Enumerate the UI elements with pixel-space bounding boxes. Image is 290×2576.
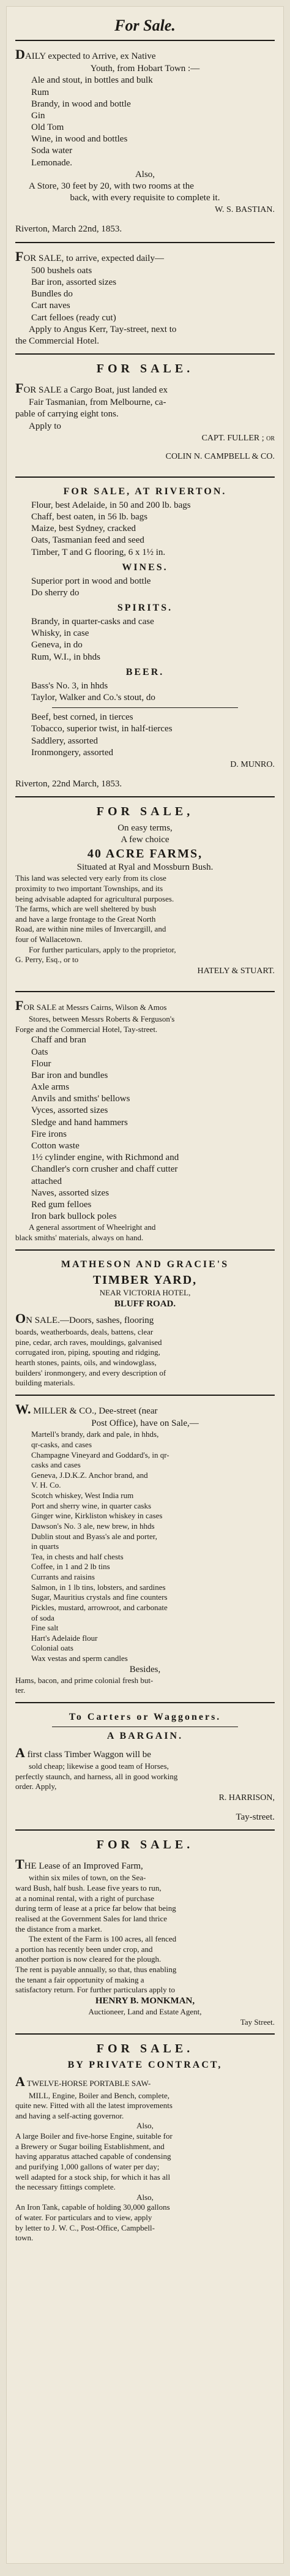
ad-line: boards, weatherboards, deals, battens, clear bbox=[15, 1327, 154, 1337]
goods-list bbox=[15, 576, 275, 599]
ad-line: building materials. bbox=[15, 1378, 75, 1388]
list-item: Cotton waste bbox=[31, 1141, 80, 1151]
ad-line: A first class Timber Waggon will be bbox=[15, 1745, 151, 1761]
ad-heading: FOR SALE, AT RIVERTON. bbox=[63, 486, 227, 497]
list-item: Tea, in chests and half chests bbox=[31, 1551, 124, 1561]
ad-heading: To Carters or Waggoners. bbox=[69, 1712, 221, 1723]
list-item: Scotch whiskey, West India rum bbox=[31, 1491, 134, 1500]
ad-line: builders' ironmongery, and every description of bbox=[15, 1368, 166, 1377]
ad-sawmill bbox=[15, 2033, 275, 2250]
ad-line: A large Boiler and five-horse Engine, suitable for bbox=[15, 2131, 173, 2141]
ad-miller bbox=[15, 1395, 275, 1702]
ad-line: TIMBER YARD, bbox=[92, 1273, 198, 1287]
ad-line: during term of lease at a price far below that being bbox=[15, 1904, 176, 1913]
ad-heading: MATHESON AND GRACIE'S bbox=[61, 1259, 229, 1270]
list-item: Dawson's No. 3 ale, new brew, in hhds bbox=[31, 1521, 155, 1531]
list-item: Chandler's corn crusher and chaff cutter bbox=[31, 1164, 178, 1175]
list-item: Oats bbox=[31, 1047, 48, 1057]
list-item: Rum, W.I., in bhds bbox=[31, 652, 100, 662]
ad-line: FOR SALE, to arrive, expected daily— bbox=[15, 248, 164, 264]
goods-list bbox=[15, 616, 275, 663]
ad-line: Also, bbox=[136, 2121, 154, 2131]
list-item: Sugar, Mauritius crystals and fine counters bbox=[31, 1592, 168, 1602]
goods-list bbox=[15, 1034, 275, 1222]
ad-line: MILL, Engine, Boiler and Bench, complete, bbox=[29, 2090, 169, 2100]
ad-line: town. bbox=[15, 2233, 34, 2243]
list-item: Axle arms bbox=[31, 1082, 70, 1093]
ad-line: Fair Tasmanian, from Melbourne, ca- bbox=[29, 397, 166, 408]
ad-line: perfectly staunch, and harness, all in good working bbox=[15, 1771, 178, 1781]
list-item: Coffee, in 1 and 2 lb tins bbox=[31, 1562, 110, 1572]
list-item: Ironmongery, assorted bbox=[31, 747, 113, 758]
list-item: Red gum felloes bbox=[31, 1199, 92, 1210]
list-item: Timber, T and G flooring, 6 x 1½ in. bbox=[31, 547, 166, 557]
ad-line: pable of carrying eight tons. bbox=[15, 409, 119, 420]
ad-line: The extent of the Farm is 100 acres, all fenced bbox=[29, 1934, 177, 1944]
ad-line: the Commercial Hotel. bbox=[15, 336, 100, 346]
goods-list bbox=[15, 75, 275, 169]
ad-line: Tay-street. bbox=[236, 1812, 275, 1823]
ad-line: Tay Street. bbox=[240, 2017, 275, 2027]
ad-farms bbox=[15, 796, 275, 991]
list-item: Dublin stout and Byass's ale and porter, bbox=[31, 1531, 157, 1541]
ad-signature: W. S. BASTIAN. bbox=[215, 205, 275, 215]
ad-line: ON SALE.—Doors, sashes, flooring bbox=[15, 1311, 154, 1326]
ad-heading: FOR SALE. bbox=[96, 2042, 194, 2056]
list-item: 500 bushels oats bbox=[31, 265, 92, 276]
list-item: Whisky, in case bbox=[31, 628, 89, 639]
list-item: Fine salt bbox=[31, 1623, 59, 1633]
ad-line: FOR SALE at Messrs Cairns, Wilson & Amos bbox=[15, 997, 167, 1013]
list-item: of soda bbox=[31, 1613, 54, 1622]
list-item: Iron bark bullock poles bbox=[31, 1211, 117, 1222]
ad-line: within six miles of town, on the Sea- bbox=[29, 1873, 146, 1883]
list-item: Cart felloes (ready cut) bbox=[31, 312, 116, 323]
list-item: casks and cases bbox=[31, 1460, 81, 1470]
ad-line: DAILY expected to Arrive, ex Native bbox=[15, 47, 156, 62]
list-item: attached bbox=[31, 1176, 62, 1186]
ad-signature: CAPT. FULLER ; or bbox=[201, 433, 275, 443]
list-item: Geneva, in do bbox=[31, 640, 83, 650]
ad-line: another portion is now cleared for the plough. bbox=[15, 1954, 162, 1964]
list-item: Naves, assorted sizes bbox=[31, 1188, 110, 1198]
ad-line: Also, bbox=[135, 169, 155, 179]
list-item: Brandy, in quarter-casks and case bbox=[31, 617, 154, 627]
list-item: Gin bbox=[31, 110, 45, 121]
ad-line: A general assortment of Wheelright and bbox=[29, 1222, 156, 1232]
ad-line: corrugated iron, piping, spouting and ridging, bbox=[15, 1347, 160, 1357]
ad-line: pine, cedar, arch raves, mouldings, galvanised bbox=[15, 1337, 162, 1347]
ad-bastian bbox=[15, 40, 275, 242]
list-item: Tobacco, superior twist, in half-tierces bbox=[31, 724, 173, 734]
list-item: Bar iron and bundles bbox=[31, 1070, 108, 1080]
ad-line: The farms, which are well sheltered by bush bbox=[15, 904, 157, 914]
ad-line: at a nominal rental, with a right of purchase bbox=[15, 1893, 155, 1903]
list-item: V. H. Co. bbox=[31, 1480, 61, 1490]
ad-line: Post Office), have on Sale,— bbox=[91, 1418, 199, 1429]
ad-line: Stores, between Messrs Roberts & Ferguson's bbox=[29, 1014, 175, 1024]
list-item: Fire irons bbox=[31, 1129, 67, 1139]
ad-line: well adapted for a stock ship, for which it has all bbox=[15, 2172, 171, 2182]
list-item: Salmon, in 1 lb tins, lobsters, and sardines bbox=[31, 1582, 166, 1592]
list-item: Do sherry do bbox=[31, 587, 80, 598]
ad-line: For further particulars, apply to the proprietor, bbox=[29, 944, 176, 954]
list-item: Taylor, Walker and Co.'s stout, do bbox=[31, 693, 155, 703]
ad-line: Besides, bbox=[129, 1664, 161, 1674]
ad-line: Road, are within nine miles of Invercargill, and bbox=[15, 924, 166, 934]
ad-line: NEAR VICTORIA HOTEL, bbox=[99, 1288, 191, 1298]
list-item: Port and sherry wine, in quarter casks bbox=[31, 1501, 152, 1510]
goods-list bbox=[15, 265, 275, 324]
ad-signature: R. HARRISON, bbox=[218, 1793, 275, 1803]
ad-line: BLUFF ROAD. bbox=[114, 1298, 176, 1309]
ad-line: Situated at Ryal and Mossburn Bush. bbox=[76, 862, 214, 873]
ad-cairns-wilson bbox=[15, 991, 275, 1249]
section-heading: BEER. bbox=[125, 666, 165, 677]
list-item: Anvils and smiths' bellows bbox=[31, 1094, 130, 1104]
list-item: Vyces, assorted sizes bbox=[31, 1105, 108, 1116]
ad-signature: HENRY B. MONKMAN, bbox=[95, 1995, 195, 2006]
ad-line: by letter to J. W. C., Post-Office, Campbell- bbox=[15, 2223, 155, 2232]
ad-munro bbox=[15, 476, 275, 796]
list-item: Chaff, best oaten, in 56 lb. bags bbox=[31, 511, 148, 522]
list-item: Wine, in wood and bottles bbox=[31, 134, 128, 145]
ad-line: THE Lease of an Improved Farm, bbox=[15, 1856, 143, 1872]
list-item: Sledge and hand hammers bbox=[31, 1117, 128, 1128]
ad-matheson-gracie bbox=[15, 1249, 275, 1395]
list-item: qr-casks, and cases bbox=[31, 1439, 92, 1449]
list-item: Ale and stout, in bottles and bulk bbox=[31, 75, 153, 86]
ad-line: back, with every requisite to complete it. bbox=[70, 193, 220, 203]
list-item: Chaff and bran bbox=[31, 1035, 86, 1045]
ad-line: and having a self-acting governor. bbox=[15, 2111, 124, 2120]
list-item: Oats, Tasmanian feed and seed bbox=[31, 535, 144, 546]
ad-line: having apparatus attached capable of condensing bbox=[15, 2152, 171, 2161]
ad-line: proximity to two important Townships, and its bbox=[15, 883, 163, 893]
list-item: Bundles do bbox=[31, 289, 73, 299]
ad-heading: FOR SALE, bbox=[96, 805, 194, 819]
list-item: Champagne Vineyard and Goddard's, in qr- bbox=[31, 1450, 169, 1459]
list-item: Geneva, J.D.K.Z. Anchor brand, and bbox=[31, 1470, 148, 1480]
ad-line: being advisable adapted for agricultural purposes. bbox=[15, 894, 174, 903]
ad-subheading: BY PRIVATE CONTRACT, bbox=[67, 2060, 223, 2071]
page-title: For Sale. bbox=[114, 17, 176, 34]
ad-line: a Brewery or Sugar boiling Establishment, and bbox=[15, 2141, 165, 2151]
ad-line: realised at the Government Sales for land thrice bbox=[15, 1913, 167, 1923]
ad-cargo-boat bbox=[15, 353, 275, 476]
ad-line: of water. For particulars and to view, apply bbox=[15, 2213, 152, 2223]
list-item: Lemonade. bbox=[31, 157, 73, 168]
ad-line: ter. bbox=[15, 1685, 26, 1695]
divider bbox=[52, 707, 238, 708]
ad-line: satisfactory return. For further particulars apply to bbox=[15, 1985, 175, 1995]
ad-line: and purifying 1,000 gallons of water per day; bbox=[15, 2161, 160, 2171]
ad-signature: COLIN N. CAMPBELL & CO. bbox=[165, 451, 275, 461]
ad-line: the distance from a market. bbox=[15, 1924, 102, 1934]
list-item: Flour bbox=[31, 1058, 51, 1069]
list-item: Bass's No. 3, in hhds bbox=[31, 680, 108, 691]
ad-line: Apply to bbox=[29, 421, 61, 431]
list-item: Old Tom bbox=[31, 122, 64, 133]
ad-line: 40 ACRE FARMS, bbox=[87, 846, 203, 861]
ad-line: the tenant a fair opportunity of making a bbox=[15, 1975, 144, 1984]
ad-heading: FOR SALE. bbox=[96, 1838, 194, 1852]
ad-line: This land was selected very early from its close bbox=[15, 873, 166, 883]
goods-list bbox=[15, 500, 275, 559]
ad-line: Forge and the Commercial Hotel, Tay-street. bbox=[15, 1024, 158, 1034]
ad-line: Apply to Angus Kerr, Tay-street, next to bbox=[29, 324, 177, 334]
list-item: Colonial oats bbox=[31, 1643, 73, 1653]
newspaper-column bbox=[6, 6, 284, 2564]
list-item: Brandy, in wood and bottle bbox=[31, 99, 131, 109]
section-heading: SPIRITS. bbox=[117, 603, 173, 614]
ad-line: The rent is payable annually, so that, thus enabling bbox=[15, 1965, 177, 1975]
ad-line: Also, bbox=[136, 2192, 154, 2202]
ad-line: a portion has recently been under crop, and bbox=[15, 1944, 153, 1954]
ad-harrison bbox=[15, 1702, 275, 1829]
ad-line: A few choice bbox=[121, 835, 169, 845]
ad-kerr bbox=[15, 242, 275, 353]
ad-line: four of Wallacetown. bbox=[15, 935, 83, 944]
ad-line: the necessary fittings complete. bbox=[15, 2182, 116, 2192]
list-item: Cart naves bbox=[31, 301, 70, 311]
ad-line: A Store, 30 feet by 20, with two rooms at the bbox=[29, 181, 194, 192]
ad-line: Hams, bacon, and prime colonial fresh but- bbox=[15, 1675, 154, 1685]
list-item: Beef, best corned, in tierces bbox=[31, 712, 133, 723]
ad-line: W. MILLER & CO., Dee-street (near bbox=[15, 1401, 158, 1417]
list-item: Maize, best Sydney, cracked bbox=[31, 524, 136, 534]
ad-line: Youth, from Hobart Town :— bbox=[90, 64, 200, 74]
ad-line: Auctioneer, Land and Estate Agent, bbox=[88, 2007, 202, 2017]
ad-line: FOR SALE a Cargo Boat, just landed ex bbox=[15, 380, 168, 396]
ad-heading: FOR SALE. bbox=[96, 362, 194, 376]
ad-line: hearth stones, paints, oils, and windowglass, bbox=[15, 1358, 157, 1368]
goods-list bbox=[15, 1429, 275, 1663]
ad-date: Riverton, March 22nd, 1853. bbox=[15, 224, 122, 235]
list-item: Bar iron, assorted sizes bbox=[31, 277, 117, 287]
list-item: Wax vestas and sperm candles bbox=[31, 1654, 128, 1663]
ad-line: An Iron Tank, capable of holding 30,000 gallons bbox=[15, 2202, 170, 2212]
list-item: Superior port in wood and bottle bbox=[31, 576, 151, 586]
ad-monkman bbox=[15, 1829, 275, 2033]
list-item: Soda water bbox=[31, 146, 73, 156]
ad-line: On easy terms, bbox=[117, 823, 173, 834]
list-item: Saddlery, assorted bbox=[31, 736, 98, 746]
list-item: 1½ cylinder engine, with Richmond and bbox=[31, 1153, 179, 1163]
goods-list bbox=[15, 712, 275, 759]
ad-line: sold cheap; likewise a good team of Horses, bbox=[29, 1761, 169, 1771]
ad-line: black smiths' materials, always on hand. bbox=[15, 1232, 144, 1242]
ad-line: G. Perry, Esq., or to bbox=[15, 955, 79, 965]
ad-subheading: A BARGAIN. bbox=[106, 1731, 184, 1742]
ad-line: order. Apply, bbox=[15, 1782, 57, 1791]
ad-signature: D. MUNRO. bbox=[230, 759, 275, 769]
list-item: Pickles, mustard, arrowroot, and carbonate bbox=[31, 1602, 168, 1612]
ad-signature: HATELY & STUART. bbox=[197, 966, 275, 976]
ad-line: ward Bush, half bush. Lease five years to run, bbox=[15, 1883, 162, 1893]
list-item: Martell's brandy, dark and pale, in hhds, bbox=[31, 1429, 159, 1439]
list-item: in quarts bbox=[31, 1542, 59, 1551]
ad-date: Riverton, 22nd March, 1853. bbox=[15, 778, 122, 789]
list-item: Ginger wine, Kirkliston whiskey in cases bbox=[31, 1511, 163, 1521]
ad-line: and have a large frontage to the Great North bbox=[15, 914, 156, 924]
list-item: Rum bbox=[31, 87, 50, 97]
ad-line: quite new. Fitted with all the latest improvements bbox=[15, 2101, 173, 2111]
section-heading: WINES. bbox=[122, 562, 168, 573]
goods-list bbox=[15, 680, 275, 704]
list-item: Currants and raisins bbox=[31, 1572, 95, 1581]
list-item: Hart's Adelaide flour bbox=[31, 1633, 98, 1643]
list-item: Flour, best Adelaide, in 50 and 200 lb. bags bbox=[31, 500, 191, 510]
ad-line: A TWELVE-HORSE PORTABLE SAW- bbox=[15, 2074, 151, 2090]
